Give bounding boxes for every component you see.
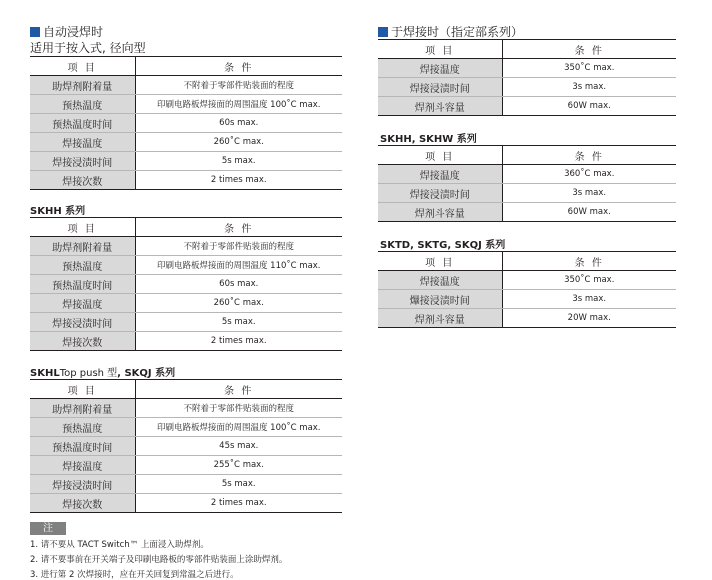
row-item: 焊接浸渍时间 (30, 152, 135, 171)
blue-square-icon (30, 27, 40, 37)
row-condition: 255˚C max. (135, 456, 342, 475)
right-table-3-title: SKTD, SKTG, SKQJ 系列 (380, 240, 506, 251)
table-row (30, 275, 342, 294)
note-label: 注 (30, 522, 66, 535)
row-item: 助焊剂附着量 (30, 76, 135, 95)
right-table-1 (378, 39, 676, 116)
header-item: 项 目 (30, 57, 135, 76)
table-row (378, 271, 676, 290)
header-item: 项 目 (378, 146, 502, 165)
row-item: 焊接温度 (30, 294, 135, 313)
row-condition: 60W max. (567, 101, 611, 111)
row-item: 焊接温度 (30, 456, 135, 475)
blue-square-icon (378, 27, 388, 37)
row-item: 焊接次数 (30, 332, 135, 351)
table-header-row (378, 252, 676, 271)
row-condition: 5s max. (135, 152, 342, 171)
table-row (30, 294, 342, 313)
row-item: 爗接浸渍时间 (378, 290, 502, 309)
row-item: 预热温度时间 (30, 275, 135, 294)
row-condition: 不附着于零部件贴装面的程度 (135, 76, 342, 95)
table-row (30, 475, 342, 494)
row-condition: 60s max. (135, 114, 342, 133)
table-row (378, 290, 676, 309)
header-item: 项 目 (378, 40, 502, 59)
row-condition: 60W max. (567, 207, 611, 217)
note-2: 2. 请不要事前在开关端子及印刷电路板的零部件贴装面上涂助焊剂。 (30, 555, 288, 565)
left-table-1 (30, 56, 342, 190)
header-condition: 条 件 (502, 146, 676, 165)
row-condition: 260˚C max. (135, 294, 342, 313)
row-item: 焊接次数 (30, 494, 135, 513)
table-header-row (30, 218, 342, 237)
header-condition: 条 件 (135, 380, 342, 399)
row-condition: 260˚C max. (135, 133, 342, 152)
row-item: 焊剂斗容量 (378, 203, 502, 222)
table-row (30, 399, 342, 418)
row-item: 预热温度时间 (30, 437, 135, 456)
row-condition: 3s max. (502, 78, 676, 97)
row-condition: 3s max. (502, 290, 676, 309)
table-header-row (30, 57, 342, 76)
table-row (30, 171, 342, 190)
row-condition: 60s max. (135, 275, 342, 294)
table-row (30, 494, 342, 513)
row-condition: 350˚C max. (502, 59, 676, 78)
right-section-title-text: 于焊接时（指定部系列） (391, 25, 524, 39)
table-row (30, 256, 342, 275)
table-row (30, 133, 342, 152)
row-item: 焊剂斗容量 (378, 309, 502, 328)
row-item: 焊接温度 (378, 271, 502, 290)
right-table-3 (378, 251, 676, 328)
row-condition: 5s max. (135, 475, 342, 494)
row-condition: 5s max. (135, 313, 342, 332)
table-row (378, 184, 676, 203)
row-condition: 不附着于零部件贴装面的程度 (135, 237, 342, 256)
row-item: 焊接温度 (378, 165, 502, 184)
table-header-row (30, 380, 342, 399)
table-row (378, 165, 676, 184)
left-subtitle: 适用于按入式, 径向型 (30, 41, 146, 55)
header-condition: 条 件 (135, 218, 342, 237)
table-header-row (378, 40, 676, 59)
row-condition: 20W max. (567, 313, 611, 323)
row-condition: 2 times max. (210, 175, 267, 185)
row-item: 预热温度时间 (30, 114, 135, 133)
left-section-title-text: 自动浸焊时 (43, 25, 104, 39)
note-1: 1. 请不要从 TACT Switch™ 上面浸入助焊剂。 (30, 540, 209, 550)
note-3: 3. 进行第 2 次焊接时，应在开关回复到常温之后进行。 (30, 570, 239, 580)
table-row (30, 237, 342, 256)
row-item: 助焊剂附着量 (30, 399, 135, 418)
left-table-2-title: SKHH 系列 (30, 206, 86, 217)
row-item: 焊接温度 (378, 59, 502, 78)
row-condition: 3s max. (502, 184, 676, 203)
row-item: 预热温度 (30, 95, 135, 114)
table-row (378, 309, 676, 328)
row-item: 预热温度 (30, 256, 135, 275)
left-table-3-title (30, 364, 175, 379)
row-item: 预热温度 (30, 418, 135, 437)
row-item: 焊接次数 (30, 171, 135, 190)
row-condition: 印刷电路板焊接面的周围温度 110˚C max. (135, 256, 342, 275)
row-item: 助焊剂附着量 (30, 237, 135, 256)
row-condition: 印刷电路板焊接面的周围温度 100˚C max. (135, 95, 342, 114)
row-item: 焊接浸渍时间 (378, 78, 502, 97)
row-condition: 360˚C max. (502, 165, 676, 184)
header-item: 项 目 (30, 380, 135, 399)
table-row (30, 456, 342, 475)
table-row (30, 95, 342, 114)
row-condition: 印刷电路板焊接面的周围温度 100˚C max. (135, 418, 342, 437)
right-table-2-title: SKHH, SKHW 系列 (380, 134, 477, 145)
row-item: 焊接浸渍时间 (378, 184, 502, 203)
header-condition: 条 件 (502, 40, 676, 59)
table-row (30, 152, 342, 171)
header-item: 项 目 (378, 252, 502, 271)
row-condition: 2 times max. (210, 498, 267, 508)
row-item: 焊接浸渍时间 (30, 313, 135, 332)
header-item: 项 目 (30, 218, 135, 237)
row-condition: 45s max. (135, 437, 342, 456)
row-item: 焊接浸渍时间 (30, 475, 135, 494)
table-row (30, 313, 342, 332)
right-section-title (378, 23, 523, 40)
table-row (30, 437, 342, 456)
table-row (378, 78, 676, 97)
left-table-3-title-type: Top push 型 (59, 368, 118, 379)
left-table-3-title-series: SKHL (30, 368, 60, 379)
table-row (30, 114, 342, 133)
table-row (30, 76, 342, 95)
left-section-title (30, 23, 103, 40)
table-header-row (378, 146, 676, 165)
left-table-3-title-rest: , SKQJ 系列 (117, 368, 176, 379)
left-table-2 (30, 217, 342, 351)
row-condition: 2 times max. (210, 336, 267, 346)
row-item: 焊剂斗容量 (378, 97, 502, 116)
table-row (30, 332, 342, 351)
table-row (378, 97, 676, 116)
header-condition: 条 件 (135, 57, 342, 76)
table-row (378, 203, 676, 222)
row-item: 焊接温度 (30, 133, 135, 152)
row-condition: 350˚C max. (502, 271, 676, 290)
right-table-2 (378, 145, 676, 222)
header-condition: 条 件 (502, 252, 676, 271)
left-table-3 (30, 379, 342, 513)
table-row (30, 418, 342, 437)
table-row (378, 59, 676, 78)
row-condition: 不附着于零部件贴装面的程度 (135, 399, 342, 418)
